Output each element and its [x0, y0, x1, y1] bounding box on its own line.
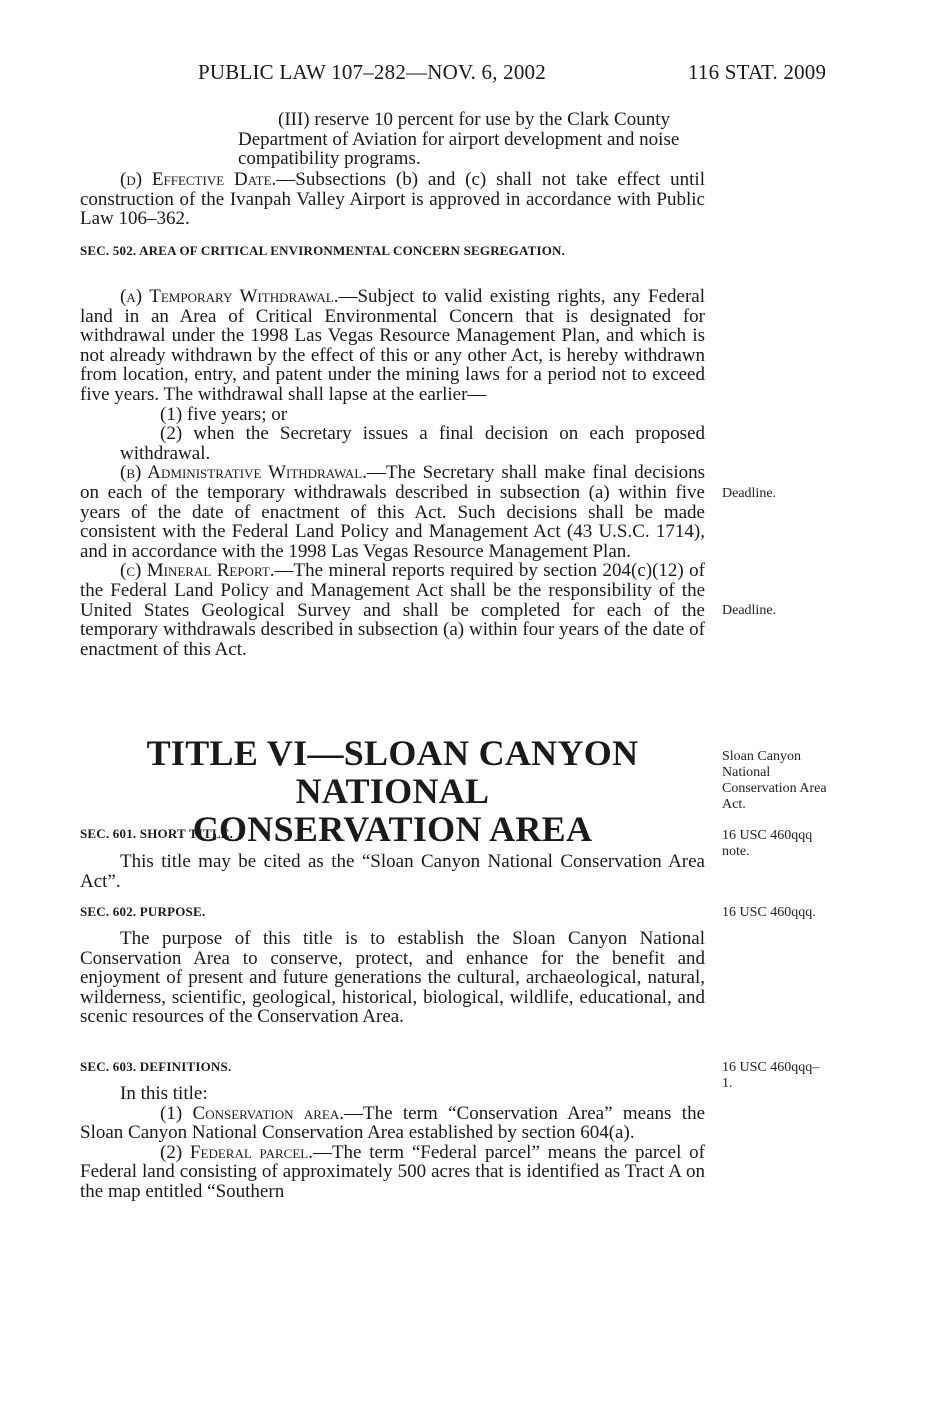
definition-1-body: —The term “Conservation Area” means the Sloan Canyon National Conservation Area established by section 604(a). [80, 1102, 705, 1144]
section-603-body [80, 1084, 705, 1202]
section-602-heading: SEC. 602. PURPOSE. [80, 904, 206, 919]
subsection-d [80, 170, 705, 229]
paragraph-a1: (1) five years; or [160, 403, 288, 425]
section-603-heading: SEC. 603. DEFINITIONS. [80, 1059, 232, 1074]
subsection-d-body: —Subsections (b) and (c) shall not take effect until construction of the Ivanpah Valley Airport is approved in accordance with Public Law 106–362. [80, 169, 705, 230]
definition-2-body: —The term “Federal parcel” means the parcel of Federal land consisting of approximately 500 acres that is identified as Tract A on the map entitled “Southern [80, 1141, 705, 1202]
subsection-c-body: —The mineral reports required by section 204(c)(12) of the Federal Land Policy and Management Act shall be the responsibility of the United States Geological Survey and shall be completed for each of the temporary withdrawals described in subsection (a) within four years of the date of enactment of this Act. [80, 560, 705, 660]
section-502-heading: SEC. 502. AREA OF CRITICAL ENVIRONMENTAL CONCERN SEGREGATION. [80, 243, 566, 258]
subsection-c-heading: (c) Mineral Report. [120, 560, 275, 582]
subsection-d-heading: (d) Effective Date. [120, 169, 277, 190]
margin-note-usc-note: 16 USC 460qqq note. [722, 828, 813, 859]
section-502-body [80, 287, 705, 659]
margin-note-deadline-1: Deadline. [722, 486, 777, 501]
title-vi-line-2: CONSERVATION AREA [192, 809, 593, 849]
paragraph-a2: (2) when the Secretary issues a final decision on each proposed withdrawal. [120, 423, 705, 464]
section-601-body [80, 852, 705, 891]
subsection-a-heading: (a) Temporary Withdrawal. [120, 286, 339, 307]
running-header-law: PUBLIC LAW 107–282—NOV. 6, 2002 [198, 60, 546, 84]
definition-2-heading: (2) Federal parcel. [160, 1141, 313, 1163]
subsection-b-heading: (b) Administrative Withdrawal. [120, 462, 368, 484]
margin-note-sloan-act: Sloan Canyon National Conservation Area Act. [722, 749, 827, 812]
subsection-a-body: —Subject to valid existing rights, any Federal land in an Area of Critical Environmental Concern that is designated for withdrawal under the 1998 Las Vegas Resource Management Plan, and which is not already withdrawn by the effect of this or any other Act, is hereby withdrawn from location, entry, and patent under the mining laws for a period not to exceed five years. The withdrawal shall lapse at the earlier— [80, 286, 705, 405]
subsection-b-body: —The Secretary shall make final decisions on each of the temporary withdrawals described in subsection (a) within five years of the date of enactment of this Act. Such decisions shall be made consistent with the Federal Land Policy and Management Act (43 U.S.C. 1714), and in accordance with the 1998 Las Vegas Resource Management Plan. [80, 462, 705, 562]
margin-note-usc-460qqq: 16 USC 460qqq. [722, 905, 816, 920]
section-601-text: This title may be cited as the “Sloan Canyon National Conservation Area Act”. [80, 851, 705, 892]
running-header-stat: 116 STAT. 2009 [688, 60, 827, 84]
margin-note-deadline-2: Deadline. [722, 603, 777, 618]
margin-note-usc-460qqq-1: 16 USC 460qqq–1. [722, 1060, 820, 1091]
title-vi-line-1: TITLE VI—SLOAN CANYON NATIONAL [146, 733, 639, 811]
section-602-text: The purpose of this title is to establish the Sloan Canyon National Conservation Area to conserve, protect, and enhance for the benefit and enjoyment of present and future generations the cultural, archaeological, natural, wilderness, scientific, geological, historical, biological, wildlife, educational, and scenic resources of the Conservation Area. [80, 928, 705, 1028]
clause-iii: (III) reserve 10 percent for use by the Clark County Department of Aviation for airport development and noise compatibility programs. [238, 109, 680, 170]
section-602-body [80, 929, 705, 1027]
section-601-heading: SEC. 601. SHORT TITLE. [80, 826, 234, 841]
section-603-intro: In this title: [120, 1083, 208, 1104]
definition-1-heading: (1) Conservation area. [160, 1102, 344, 1124]
